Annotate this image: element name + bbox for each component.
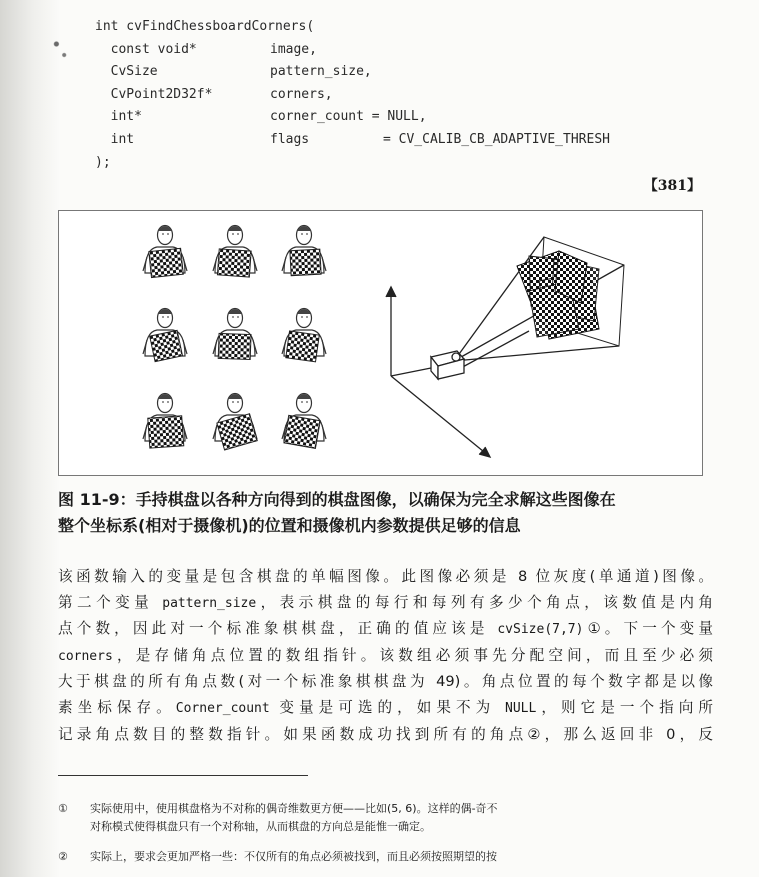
code-token: pattern_size, (270, 64, 372, 80)
footnote-line: 实际上，要求会更加严格一些：不仅所有的角点必须被找到，而且必须按照期望的按 (90, 850, 497, 863)
person-board-9 (282, 394, 326, 449)
person-board-6 (282, 309, 326, 362)
person-board-4 (143, 309, 187, 362)
text-run: ，表示棋盘的每行和每列有多少个角点，该数值是内角 (256, 593, 713, 611)
book-spine-shadow (0, 0, 60, 877)
inline-code: cvSize(7,7) (497, 622, 584, 638)
page-reference: 【381】 (643, 178, 701, 194)
body-paragraph (58, 564, 713, 747)
footnote-marker: ① (58, 802, 68, 815)
body-line (58, 695, 713, 722)
code-token: ); (95, 154, 111, 170)
text-run: ，是存储角点位置的数组指针。该数组必须事先分配空间，而且至少必须 (112, 646, 713, 664)
code-token: corners, (270, 86, 333, 102)
scan-speck (46, 22, 72, 77)
body-line (58, 616, 713, 643)
text-run: 素坐标保存。 (58, 698, 176, 716)
footnote-line: 对称模式使得棋盘只有一个对称轴，从而棋盘的方向总是能惟一确定。 (90, 820, 431, 833)
code-token: corner_count = NULL, (270, 109, 427, 125)
person-board-3 (282, 226, 326, 276)
caption-line: 整个坐标系(相对于摄像机)的位置和摄像机内参数提供足够的信息 (58, 516, 521, 535)
text-run: ，则它是一个指向所 (536, 698, 713, 716)
person-board-1 (143, 226, 187, 278)
text-run: 该函数输入的变量是包含棋盘的单幅图像。此图像必须是 8 位灰度(单通道)图像。 (58, 568, 713, 585)
caption-line: 图 11-9：手持棋盘以各种方向得到的棋盘图像，以确保为完全求解这些图像在 (58, 490, 616, 509)
footnote-line: 实际使用中，使用棋盘格为不对称的偶奇维数更方便——比如(5, 6)。这样的偶-奇不 (90, 802, 498, 815)
inline-code: pattern_size (162, 595, 257, 611)
body-line (58, 722, 713, 748)
footnote-2 (58, 848, 713, 868)
body-line (58, 669, 713, 695)
boards-cluster (517, 251, 599, 339)
code-token: flags (270, 131, 310, 147)
figure-illustration (59, 211, 704, 477)
person-board-2 (213, 226, 257, 278)
code-token: = CV_CALIB_CB_ADAPTIVE_THRESH (383, 131, 610, 147)
figure-11-9 (58, 210, 703, 476)
inline-code: Corner_count (175, 700, 270, 716)
text-run: ①。下一个变量 (583, 620, 713, 638)
footnote-1 (58, 800, 713, 838)
text-run: 记录角点数目的整数指针。如果函数成功找到所有的角点②，那么返回非 0，反 (58, 725, 713, 743)
code-token: const void* (95, 41, 197, 57)
footnote-separator (58, 775, 308, 776)
code-token: int cvFindChessboardCorners( (95, 19, 315, 34)
code-token: int* (95, 109, 142, 125)
code-token: image, (270, 41, 317, 57)
text-run: 第二个变量 (58, 593, 163, 611)
person-board-8 (213, 394, 257, 450)
person-board-5 (213, 309, 257, 360)
figure-caption (58, 487, 708, 539)
body-line (58, 643, 713, 670)
footnote-marker: ② (58, 850, 68, 863)
text-run: 大于棋盘的所有角点数(对一个标准象棋棋盘为 49)。角点位置的每个数字都是以像 (58, 673, 713, 691)
body-line (58, 590, 713, 617)
code-token: CvSize (95, 64, 158, 80)
code-token: CvPoint2D32f* (95, 86, 213, 102)
inline-code: NULL (505, 700, 537, 716)
text-run: 点个数，因此对一个标准象棋棋盘，正确的值应该是 (58, 620, 498, 638)
text-run: 变量是可选的，如果不为 (269, 698, 505, 716)
body-line (58, 564, 713, 590)
person-board-7 (143, 394, 187, 449)
code-token: int (95, 131, 135, 147)
inline-code: corners (58, 648, 113, 664)
